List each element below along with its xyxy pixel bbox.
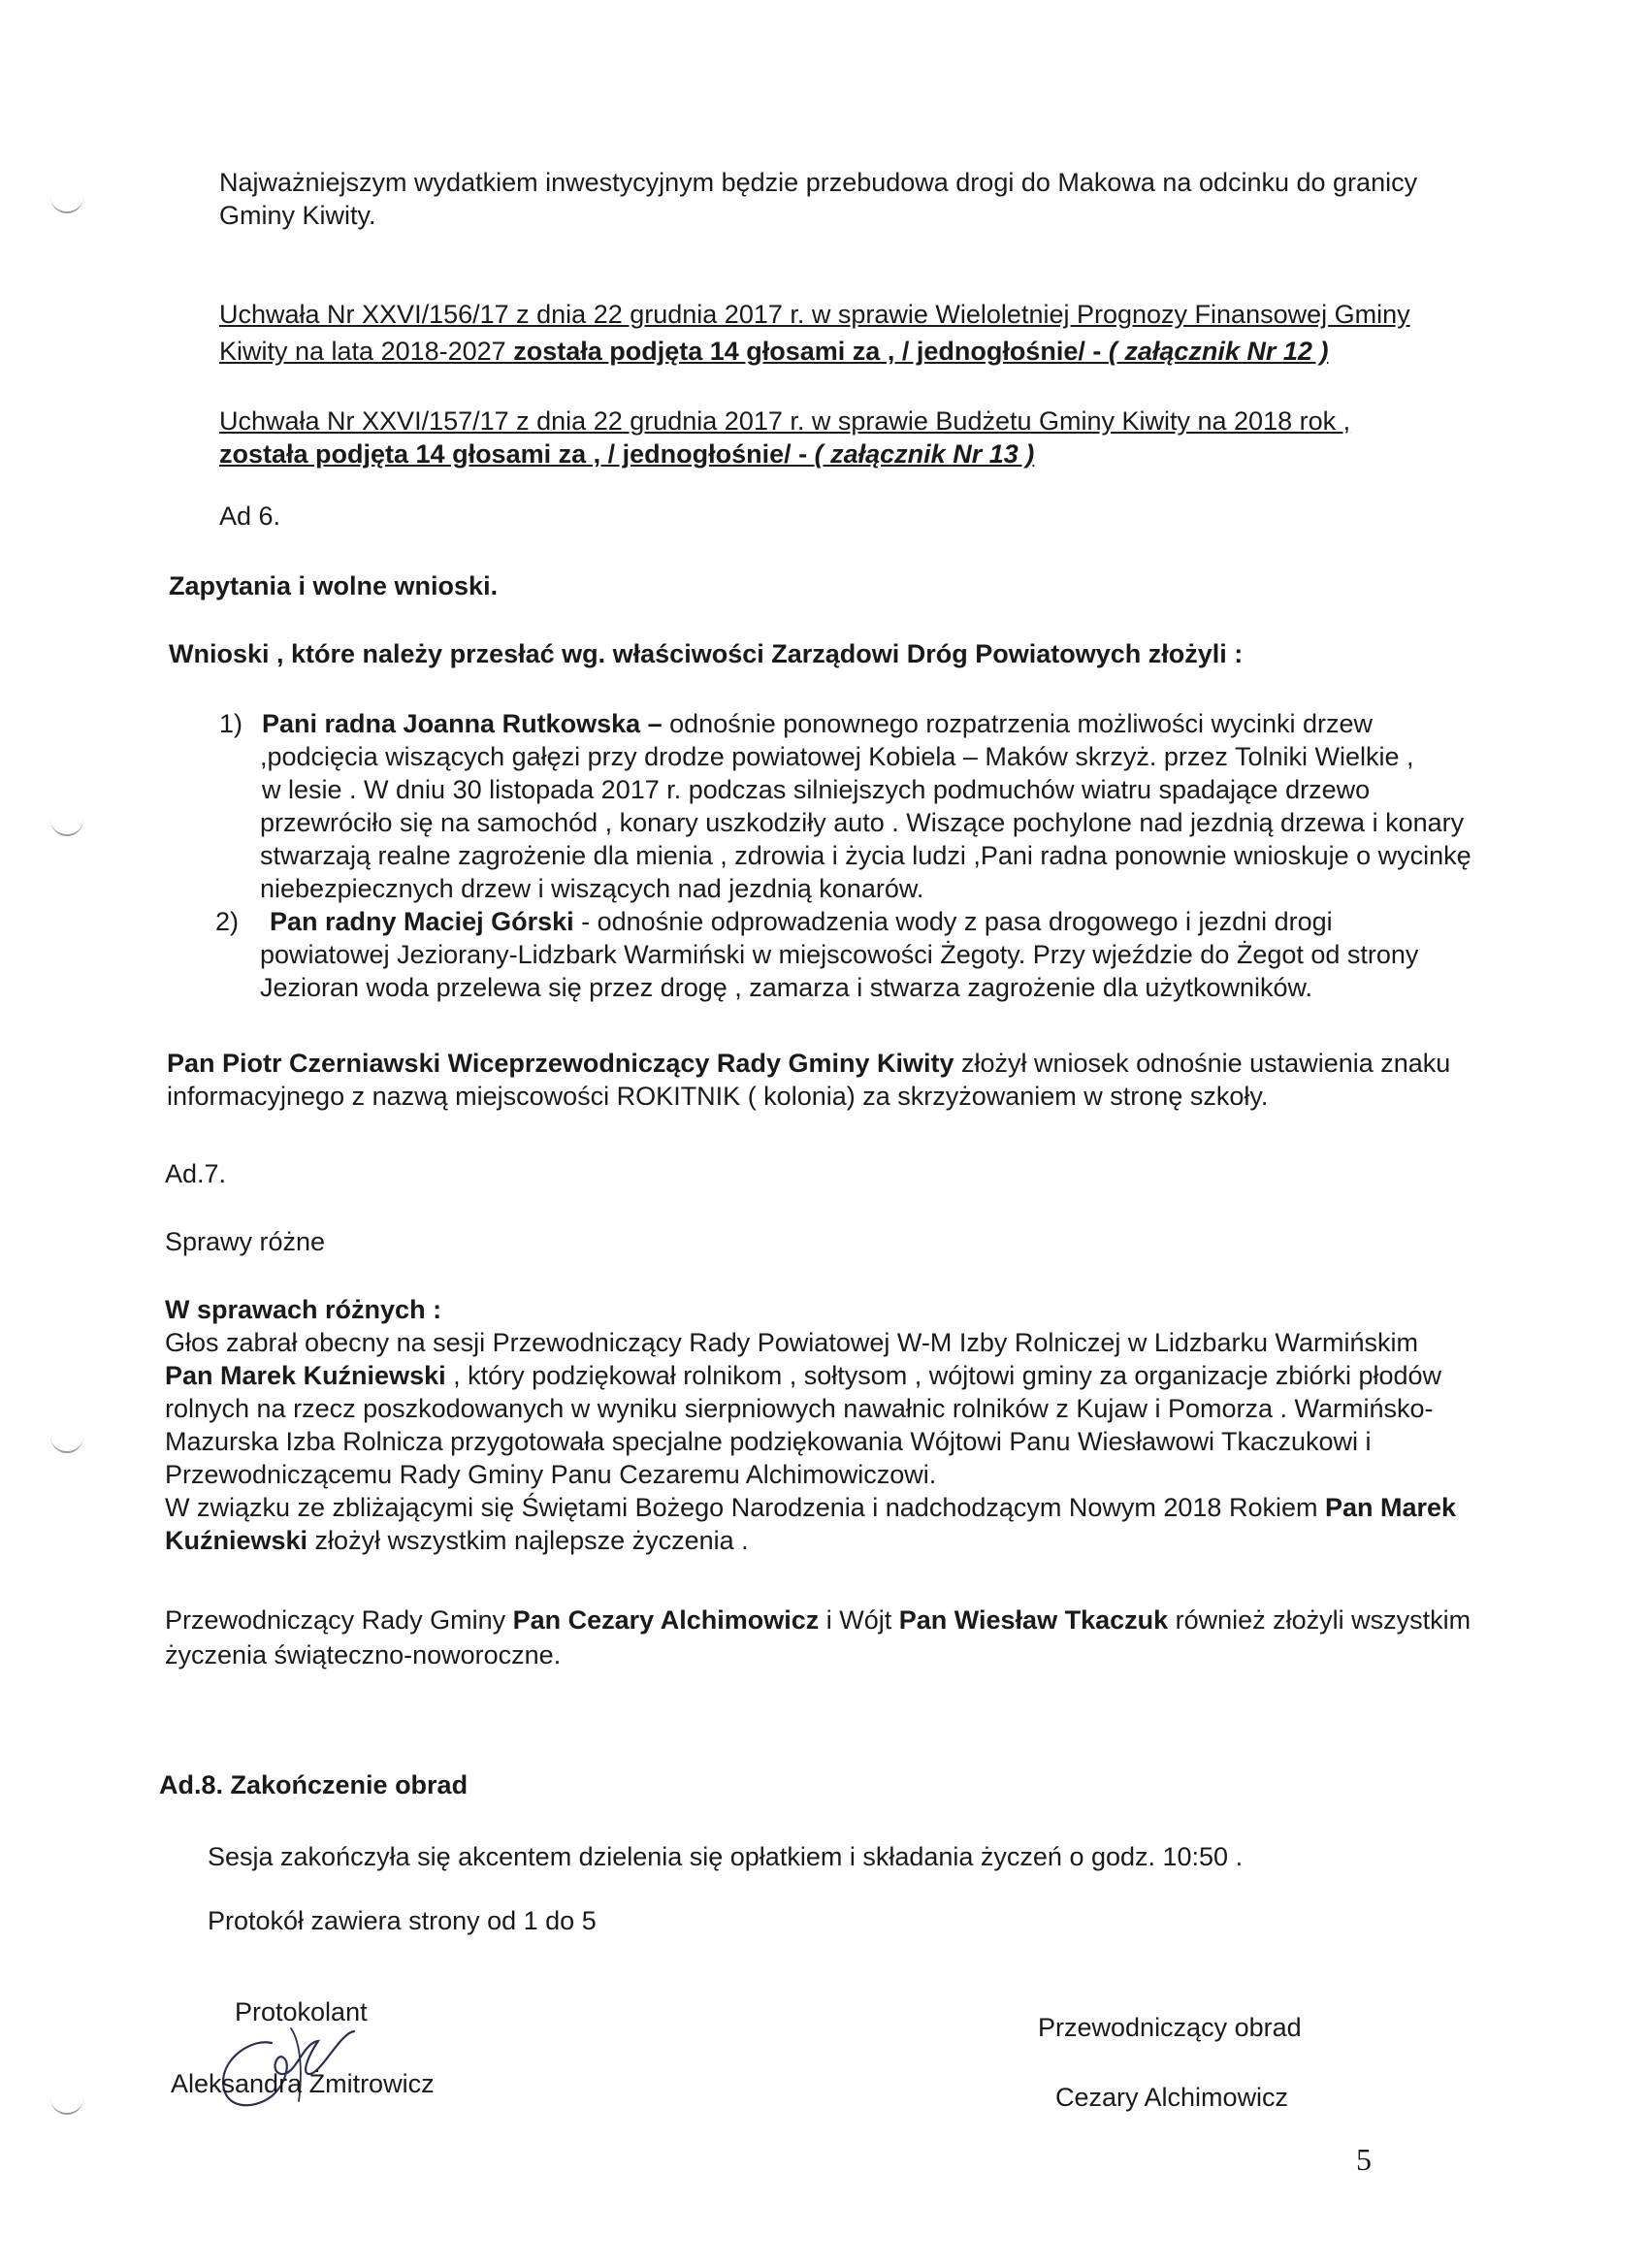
vice-motion-text: złożył wniosek odnośnie ustawienia znaku (954, 1049, 1451, 1078)
vice-chair-name: Pan Piotr Czerniawski Wiceprzewodniczący Rady Gminy Kiwity (167, 1049, 954, 1078)
misc-text: , który podziękował rolnikom , sołtysom , wójtowi gminy za organizacje zbiórki płodów (445, 1361, 1442, 1390)
section-questions-heading: Zapytania i wolne wnioski. (169, 571, 499, 600)
misc-text: W związku ze zbliżającymi się Świętami Bożego Narodzenia i nadchodzącym Nowym 2018 Rokiem (165, 1493, 1325, 1522)
misc-line-5: Przewodniczącemu Rady Gminy Panu Cezaremu Alchimowiczowi. (165, 1460, 937, 1489)
greetings-text: Przewodniczący Rady Gminy (165, 1605, 513, 1635)
motion-1-line-4: przewróciło się na samochód , konary uszkodziły auto . Wiszące pochylone nad jezdnią drzewa i konary (260, 808, 1465, 837)
misc-line-6 (165, 1490, 1456, 1525)
motion-number: 2) (215, 907, 240, 936)
motion-2-author: Pan radny Maciej Górski (270, 907, 582, 936)
closing-line-1: Sesja zakończyła się akcentem dzielenia się opłatkiem i składania życzeń o godz. 10:50 . (208, 1842, 1244, 1871)
resolution-1-attachment: ( załącznik Nr 12 ) (1108, 337, 1329, 366)
greetings-line-1 (165, 1603, 1471, 1637)
punch-hole-mark (50, 817, 83, 836)
resolution-2-attachment: ( załącznik Nr 13 ) (814, 439, 1035, 469)
misc-header: W sprawach różnych : (165, 1295, 442, 1324)
resolution-2-vote: została podjęta 14 głosami za , / jednogłośnie/ - (219, 439, 815, 469)
punch-hole-mark (50, 2095, 83, 2115)
misc-line-1: Głos zabrał obecny na sesji Przewodniczący Rady Powiatowej W-M Izby Rolniczej w Lidzbarku Warmińskim (165, 1328, 1418, 1357)
agenda-ad6: Ad 6. (219, 502, 281, 531)
vice-motion-line-2: informacyjnego z nazwą miejscowości ROKITNIK ( kolonia) za skrzyżowaniem w stronę szkoły. (167, 1082, 1269, 1111)
agenda-ad7: Ad.7. (165, 1159, 227, 1188)
signature-right-name: Cezary Alchimowicz (1055, 2083, 1289, 2112)
misc-text: złożył wszystkim najlepsze życzenia . (307, 1526, 749, 1555)
intro-line-2: Gminy Kiwity. (219, 201, 376, 230)
motion-1-line-6: niebezpiecznych drzew i wiszących nad jezdnią konarów. (260, 874, 924, 903)
resolution-1-text: Kiwity na lata 2018-2027 (219, 337, 514, 366)
agenda-ad8: Ad.8. Zakończenie obrad (159, 1770, 469, 1799)
page-number: 5 (1356, 2142, 1372, 2177)
motion-2-line-2: powiatowej Jeziorany-Lidzbark Warmiński w miejscowości Żegoty. Przy wjeździe do Żegot od strony (260, 940, 1419, 969)
signature-left-name: Aleksandra Żmitrowicz (171, 2069, 435, 2098)
resolution-1-line-1: Uchwała Nr XXVI/156/17 z dnia 22 grudnia 2017 r. w sprawie Wieloletniej Prognozy Finansowej Gminy (219, 300, 1410, 329)
resolution-1-line-2 (219, 334, 1328, 369)
handwritten-signature (194, 2004, 359, 2121)
greetings-line-2: życzenia świąteczno-noworoczne. (165, 1640, 562, 1669)
motion-2-line-3: Jezioran woda przelewa się przez drogę , zamarza i stwarza zagrożenie dla użytkowników. (260, 973, 1313, 1002)
misc-line-3: rolnych na rzecz poszkodowanych w wyniku sierpniowych nawałnic rolników z Kujaw i Pomorza . Warmińsko- (165, 1394, 1434, 1423)
closing-line-2: Protokół zawiera strony od 1 do 5 (208, 1906, 597, 1935)
resolution-2-line-2 (219, 437, 1034, 471)
greetings-text: i Wójt (819, 1605, 899, 1635)
motion-1-line-5: stwarzają realne zagrożenie dla mienia , zdrowia i życia ludzi ,Pani radna ponownie wnioskuje o wycinkę (260, 841, 1471, 870)
motion-1-author: Pani radna Joanna Rutkowska – (262, 709, 670, 738)
motion-1-line-1 (262, 706, 1373, 741)
motions-header: Wnioski , które należy przesłać wg. właściwości Zarządowi Dróg Powiatowych złożyli : (169, 639, 1244, 668)
resolution-2-line-1: Uchwała Nr XXVI/157/17 z dnia 22 grudnia 2017 r. w sprawie Budżetu Gminy Kiwity na 2018 rok , (219, 406, 1351, 436)
punch-hole-mark (50, 1434, 83, 1453)
misc-line-7 (165, 1523, 749, 1558)
vice-motion-line-1 (167, 1046, 1450, 1081)
punch-hole-mark (50, 194, 83, 213)
signature-right-title: Przewodniczący obrad (1038, 2013, 1302, 2042)
speaker-name: Pan Marek Kuźniewski (165, 1361, 446, 1390)
resolution-1-vote: została podjęta 14 głosami za , / jednogłośnie/ - (513, 337, 1109, 366)
misc-line-4: Mazurska Izba Rolnicza przygotowała specjalne podziękowania Wójtowi Panu Wiesławowi Tkaczukowi i (165, 1427, 1372, 1456)
section-misc-heading: Sprawy różne (165, 1227, 326, 1256)
motion-1-line-3: w lesie . W dniu 30 listopada 2017 r. podczas silniejszych podmuchów wiatru spadające drzewo (262, 775, 1371, 804)
signature-left-title: Protokolant (235, 1997, 368, 2026)
speaker-name: Kuźniewski (165, 1526, 308, 1555)
motion-1-line-2: ,podcięcia wiszących gałęzi przy drodze powiatowej Kobiela – Maków skrzyż. przez Tolniki Wielkie , (260, 742, 1414, 771)
motion-1-text: odnośnie ponownego rozpatrzenia możliwości wycinki drzew (669, 709, 1374, 738)
motion-number: 1) (219, 709, 243, 738)
motion-2-text: - odnośnie odprowadzenia wody z pasa drogowego i jezdni drogi (581, 907, 1333, 936)
speaker-name: Pan Marek (1324, 1493, 1457, 1522)
motion-2-line-1 (270, 904, 1333, 939)
intro-line-1: Najważniejszym wydatkiem inwestycyjnym będzie przebudowa drogi do Makowa na odcinku do granicy (219, 168, 1418, 197)
misc-line-2 (165, 1358, 1441, 1393)
mayor-name: Pan Wiesław Tkaczuk (898, 1605, 1169, 1635)
chairman-name: Pan Cezary Alchimowicz (512, 1605, 820, 1635)
greetings-text: również złożyli wszystkim (1168, 1605, 1471, 1635)
